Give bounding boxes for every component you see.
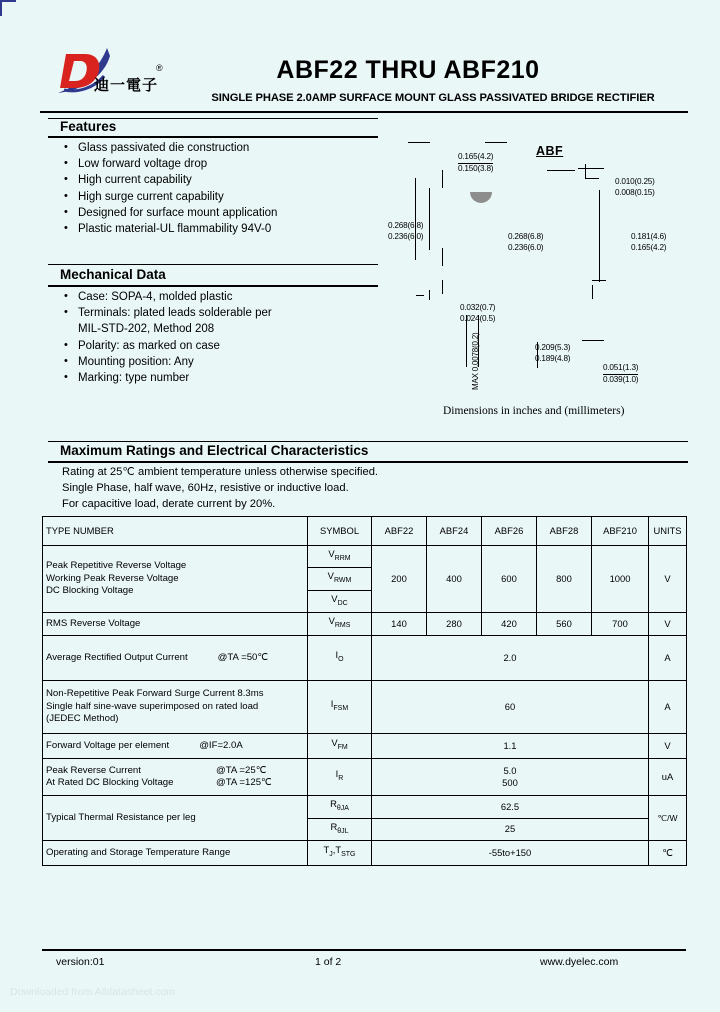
symbol-sub: STG [341,851,356,859]
dimension-value: 0.209(5.3) [535,343,571,352]
value-span: -55to+150 [372,840,649,865]
ratings-table [42,516,687,866]
dimension-value: 0.024(0.5) [460,313,496,323]
desc-line: At Rated DC Blocking Voltage @TA =125℃ [46,777,272,789]
list-item: • Polarity: as marked on case [56,338,376,354]
dimension-value: 0.268(6.8) [388,221,424,230]
desc-line: Single half sine-wave superimposed on rated load [46,700,259,712]
condition-text: @IF=2.0A [199,740,243,752]
dimension-lead-thickness [615,177,655,198]
drawing-line [442,280,443,294]
logo-registered-mark: ® [156,63,163,73]
dimension-value: 0.181(4.6) [631,232,667,241]
drawing-line [429,290,430,300]
table-row [43,636,687,681]
symbol-sub: O [338,656,344,664]
drawing-line [578,168,604,169]
value-abf28: 800 [537,546,592,613]
header-symbol: SYMBOL [308,517,372,546]
features-list [56,140,376,237]
symbol-base: R [330,820,338,832]
mechanical-rule-bottom [48,285,378,287]
list-item: • High surge current capability [56,189,376,205]
list-item: • High current capability [56,172,376,188]
ratings-heading: Maximum Ratings and Electrical Characteristics [60,443,369,458]
dimension-value: 0.236(6.0) [508,242,544,252]
dimension-value: 0.032(0.7) [460,303,496,312]
package-body-glyph [470,192,492,203]
ratings-note: Rating at 25℃ ambient temperature unless otherwise specified. [62,466,379,478]
value-span: 62.5 [372,796,649,818]
unit-cell: uA [649,759,687,796]
value-abf26: 600 [482,546,537,613]
page-header [0,0,720,104]
desc-line: (JEDEC Method) [46,713,119,725]
footer-website[interactable]: www.dyelec.com [540,956,619,968]
desc-line: Non-Repetitive Peak Forward Surge Current 8.3ms [46,688,264,700]
unit-cell: V [649,734,687,759]
symbol-sub: RRM [334,554,351,562]
drawing-line [582,340,604,341]
value-span: 25 [372,818,649,840]
dimension-value: 0.051(1.3) [603,363,638,375]
symbol-base: I [335,649,339,661]
corner-marker [0,0,16,16]
mechanical-heading: Mechanical Data [60,267,166,282]
value-abf28: 560 [537,613,592,636]
symbol-base: V [331,737,338,749]
symbol-vrrm [308,546,372,568]
symbol-base: V [327,570,334,582]
dimension-value: 0.010(0.25) [615,177,655,186]
header-part-abf26: ABF26 [482,517,537,546]
symbol-base: V [331,592,338,604]
value-abf22: 200 [372,546,427,613]
list-item: • Marking: type number [56,370,376,386]
table-row [43,759,687,796]
symbol-base: V [328,548,335,559]
symbol-base: T [323,844,330,856]
condition-text: @TA =50℃ [217,652,269,664]
drawing-line [485,142,507,143]
row-desc-reverse-voltage [43,546,308,613]
dimension-value: 0.165(4.2) [458,152,493,164]
symbol-base: I [330,698,334,710]
header-units: UNITS [649,517,687,546]
symbol-rthja [308,796,372,818]
dimension-top-width [458,152,493,174]
drawing-line [547,170,575,171]
logo-chinese-text: 迪一電子 [94,76,159,94]
dimension-left-height [388,221,423,242]
table-row [43,681,687,734]
drawing-line [408,142,430,143]
value-abf26: 420 [482,613,537,636]
desc-line: Working Peak Reverse Voltage [46,572,179,584]
drawing-line [429,188,430,250]
dimension-value: 0.189(4.8) [535,353,571,363]
company-logo [50,46,200,98]
symbol-vrms [308,613,372,636]
dimension-pad [603,363,638,385]
symbol-sub: J [329,851,333,859]
table-row [43,734,687,759]
dimension-value: 0.165(4.2) [631,242,667,252]
unit-cell: A [649,681,687,734]
dimension-caption: Dimensions in inches and (millimeters) [443,405,625,417]
dimension-right-height [508,232,543,253]
dimension-value: 0.268(6.8) [508,232,544,241]
unit-cell: A [649,636,687,681]
list-item: • Mounting position: Any [56,354,376,370]
value-abf22: 140 [372,613,427,636]
drawing-line [592,285,593,299]
value-span: 2.0 [372,636,649,681]
table-header-row [43,517,687,546]
unit-cell: V [649,613,687,636]
row-desc-peak-reverse-current [43,759,308,796]
list-item-continuation: MIL-STD-202, Method 208 [78,323,215,336]
symbol-sub: RMS [334,622,351,630]
dimension-value: 0.236(6.0) [388,231,424,241]
condition-text: @TA =25℃ [216,764,267,776]
header-divider [40,111,688,113]
unit-cell: V [649,546,687,613]
symbol-base: R [330,798,337,810]
features-rule-bottom [48,136,378,138]
list-item: • Plastic material-UL flammability 94V-0 [56,221,376,237]
symbol-vfm [308,734,372,759]
list-item: • Case: SOPA-4, molded plastic [56,289,376,305]
desc-line: Peak Repetitive Reverse Voltage [46,560,187,572]
page-subtitle: SINGLE PHASE 2.0AMP SURFACE MOUNT GLASS PASSIVATED BRIDGE RECTIFIER [211,92,655,104]
ratings-note: For capacitive load, derate current by 20%. [62,498,276,510]
value-span [372,759,649,796]
drawing-line [415,178,416,260]
dimension-standoff: MAX 0.0078(0.2) [471,332,480,390]
symbol-rthjl [308,818,372,840]
dimension-pitch [535,343,570,364]
header-part-abf210: ABF210 [592,517,649,546]
row-desc-average-output-current: Average Rectified Output Current @TA =50℃ [43,636,308,681]
symbol-sub: DC [337,599,348,607]
ratings-rule-top [48,441,688,442]
dimension-foot [460,303,495,324]
value-span: 1.1 [372,734,649,759]
package-dimension-drawing [382,130,688,430]
footer-page-number: 1 of 2 [315,956,342,968]
dimension-value: 0.039(1.0) [603,374,639,384]
list-item: • Low forward voltage drop [56,156,376,172]
mechanical-list [56,289,376,386]
features-heading: Features [60,119,117,134]
header-part-abf24: ABF24 [427,517,482,546]
symbol-sub: RWM [333,577,352,585]
footer-version: version:01 [56,956,105,968]
symbol-sub: θJA [336,805,349,812]
desc-line: Peak Reverse Current @TA =25℃ [46,764,267,776]
condition-text: @TA =125℃ [216,777,272,789]
header-part-abf28: ABF28 [537,517,592,546]
header-part-abf22: ABF22 [372,517,427,546]
list-item: • Glass passivated die construction [56,140,376,156]
row-desc-rms-reverse-voltage: RMS Reverse Voltage [43,613,308,636]
symbol-base: I [335,768,339,780]
drawing-line [585,178,599,179]
table-row [43,840,687,865]
value-abf24: 280 [427,613,482,636]
dimension-right-body [631,232,666,253]
symbol-vrwm [308,568,372,590]
table-row [43,613,687,636]
symbol-sub: R [338,775,344,783]
list-item: • Designed for surface mount application [56,205,376,221]
ratings-rule-bottom [48,461,688,463]
symbol-sub: FSM [333,705,349,713]
symbol-vdc [308,590,372,612]
value-span: 60 [372,681,649,734]
row-desc-forward-voltage: Forward Voltage per element @IF=2.0A [43,734,308,759]
drawing-line [442,248,443,266]
desc-line: DC Blocking Voltage [46,585,134,597]
symbol-sub: θJL [337,827,349,835]
symbol-sub: FM [337,744,348,752]
dimension-value: 0.008(0.15) [615,187,655,197]
row-desc-surge-current [43,681,308,734]
table-row [43,796,687,818]
value-abf210: 1000 [592,546,649,613]
value-line: 500 [502,777,518,789]
list-item: • Terminals: plated leads solderable per [56,305,376,321]
row-desc-thermal-resistance: Typical Thermal Resistance per leg [43,796,308,841]
value-abf210: 700 [592,613,649,636]
row-desc-temperature-range: Operating and Storage Temperature Range [43,840,308,865]
ratings-note: Single Phase, half wave, 60Hz, resistive or inductive load. [62,482,349,494]
value-abf24: 400 [427,546,482,613]
symbol-tj-tstg: $T_J,T_{STG}$ [308,840,372,865]
symbol-ir [308,759,372,796]
symbol-io [308,636,372,681]
package-outline-label: ABF [536,144,564,158]
value-line: 5.0 [503,764,517,776]
table-row [43,546,687,568]
unit-cell: ℃ [649,840,687,865]
page-title: ABF22 THRU ABF210 [276,56,540,84]
header-type-number: TYPE NUMBER [43,517,308,546]
dimension-value: 0.150(3.8) [458,163,494,173]
footer-divider [42,949,686,951]
drawing-line [442,170,443,188]
unit-cell: ℃/W [649,796,687,841]
symbol-base: V [328,615,335,627]
symbol-base: T [335,844,342,856]
watermark-text: Downloaded from Alldatasheet.com [10,986,176,998]
drawing-line [585,164,586,178]
mechanical-rule-top [48,264,378,265]
symbol-ifsm [308,681,372,734]
drawing-line [599,190,600,282]
drawing-line [592,280,606,281]
drawing-line [416,295,424,296]
